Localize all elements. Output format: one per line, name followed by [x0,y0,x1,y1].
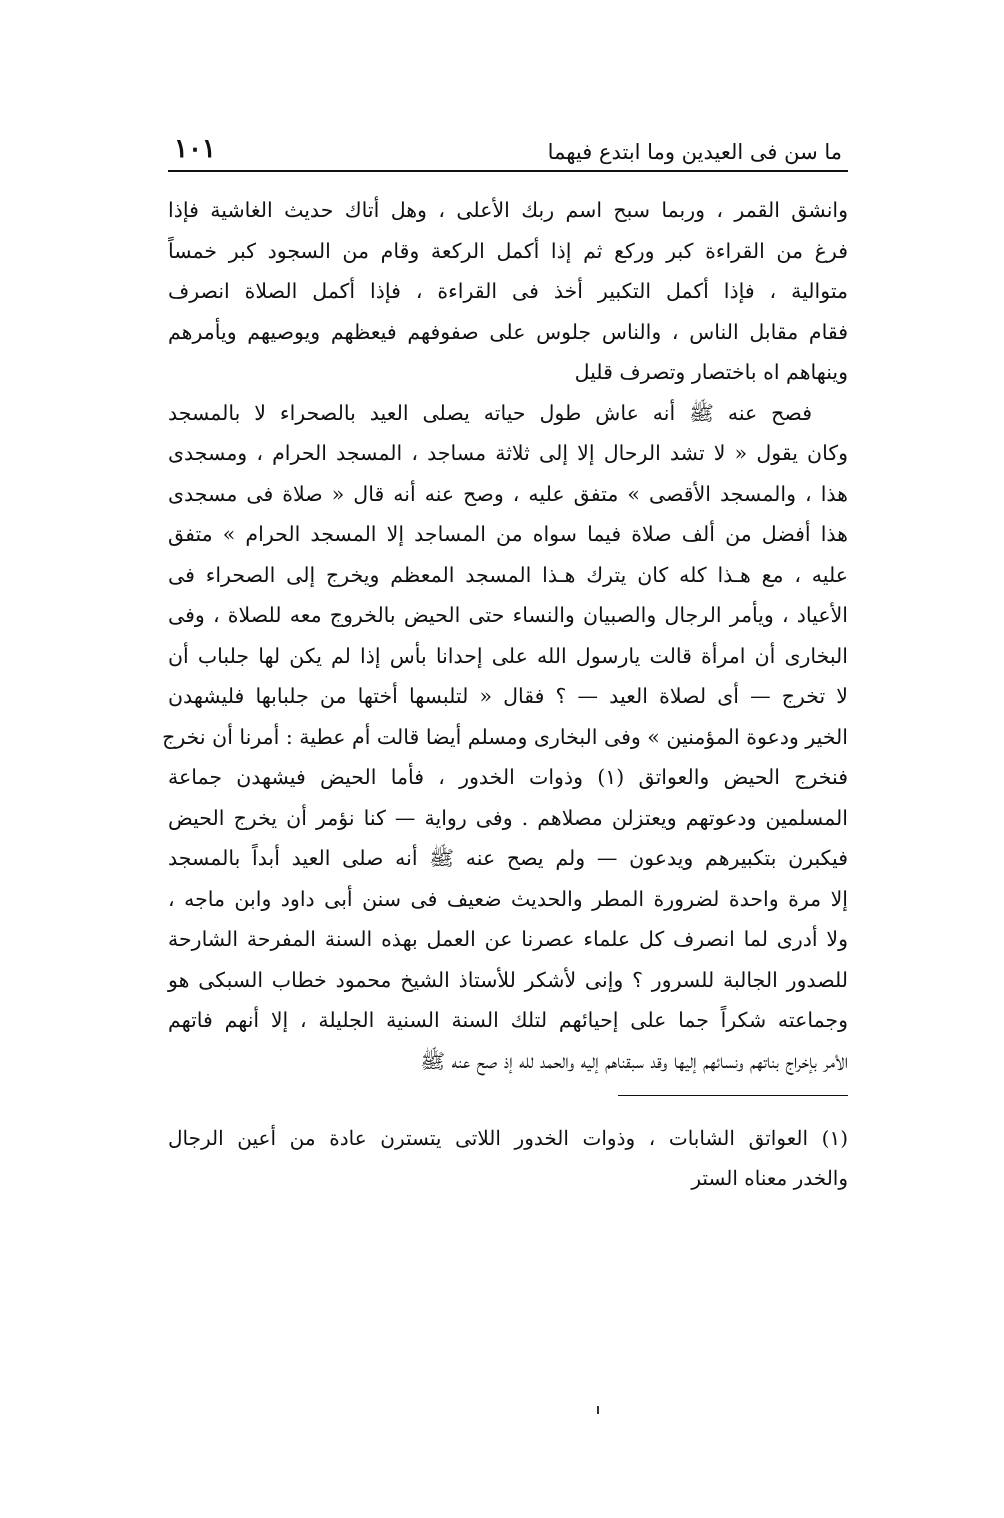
text-line: ولا أدرى لما انصرف كل علماء عصرنا عن العمل بهذه السنة المفرحة الشارحة [168,927,848,951]
text-line: المسلمين ودعوتهم ويعتزلن مصلاهم . وفى رواية — كنا نؤمر أن يخرج الحيض [168,805,848,830]
text-line: للصدور الجالبة للسرور ؟ وإنى لأشكر للأستاذ الشيخ محمود خطاب السبكى هو [168,967,848,992]
text-line: إلا مرة واحدة لضرورة المطر والحديث ضعيف فى سنن أبى داود وابن ماجه ، [168,886,848,911]
text-line: الأعياد ، ويأمر الرجال والصبيان والنساء حتى الحيض بالخروج معه للصلاة ، وفى [168,603,848,627]
text-line: وكان يقول « لا تشد الرحال إلا إلى ثلاثة مساجد ، المسجد الحرام ، ومسجدى [168,441,848,465]
text-line: فنخرج الحيض والعواتق (١) وذوات الخدور ، فأما الحيض فيشهدن جماعة [168,765,848,789]
text-line: الخير ودعوة المؤمنين » وفى البخارى ومسلم أيضا قالت أم عطية : أمرنا أن نخرج [162,724,848,749]
footnote-line: والخدر معناه الستر [691,1166,848,1190]
text-line: متوالية ، فإذا أكمل التكبير أخذ فى القراءة ، فإذا أكمل الصلاة انصرف [168,279,848,303]
page-number: ١٠١ [174,134,216,164]
text-line: هذا أفضل من ألف صلاة فيما سواه من المساجد إلا المسجد الحرام » متفق [168,522,848,546]
text-line: لا تخرج — أى لصلاة العيد — ؟ فقال « لتلبسها أختها من جلبابها فليشهدن [168,684,848,708]
text-line: فيكبرن بتكبيرهم ويدعون — ولم يصح عنه ﷺ أنه صلى العيد أبداً بالمسجد [168,846,848,870]
text-line: وينهاهم اه باختصار وتصرف قليل [574,360,848,384]
text-line: فرغ من القراءة كبر وركع ثم إذا أكمل الركعة وقام من السجود كبر خمساً [168,238,848,263]
book-page [162,118,848,1198]
text-line: الأمر بإخراج بناتهم ونسائهم إليها وقد سبقناهم إليه والحمد لله إذ صح عنه ﷺ [420,1048,848,1073]
text-line: وانشق القمر ، وربما سبح اسم ربك الأعلى ، وهل أتاك حديث الغاشية فإذا [168,198,848,222]
text-line: هذا ، والمسجد الأقصى » متفق عليه ، وصح عنه أنه قال « صلاة فى مسجدى [168,481,848,506]
text-line: البخارى أن امرأة قالت يارسول الله على إحدانا بأس إذا لم يكن لها جلباب أن [168,643,848,668]
text-line: فصح عنه ﷺ أنه عاش طول حياته يصلى العيد بالصحراء لا بالمسجد [168,400,812,425]
running-title: ما سن فى العيدين وما ابتدع فيهما [547,140,842,164]
footnote-line: (١) العواتق الشابات ، وذوات الخدور اللاتى يتسترن عادة من أعين الرجال [168,1126,848,1150]
text-line: عليه ، مع هـذا كله كان يترك هـذا المسجد المعظم ويخرج إلى الصحراء فى [168,562,848,587]
text-line: فقام مقابل الناس ، والناس جلوس على صفوفهم فيعظهم ويوصيهم ويأمرهم [168,319,848,344]
ink-speck [597,1406,599,1414]
footnote-divider [618,1095,848,1096]
running-head [168,118,848,172]
body-text [162,190,848,1081]
footnotes [168,1118,848,1198]
text-line: وجماعته شكراً جما على إحيائهم لتلك السنة السنية الجليلة ، إلا أنهم فاتهم [168,1008,848,1032]
